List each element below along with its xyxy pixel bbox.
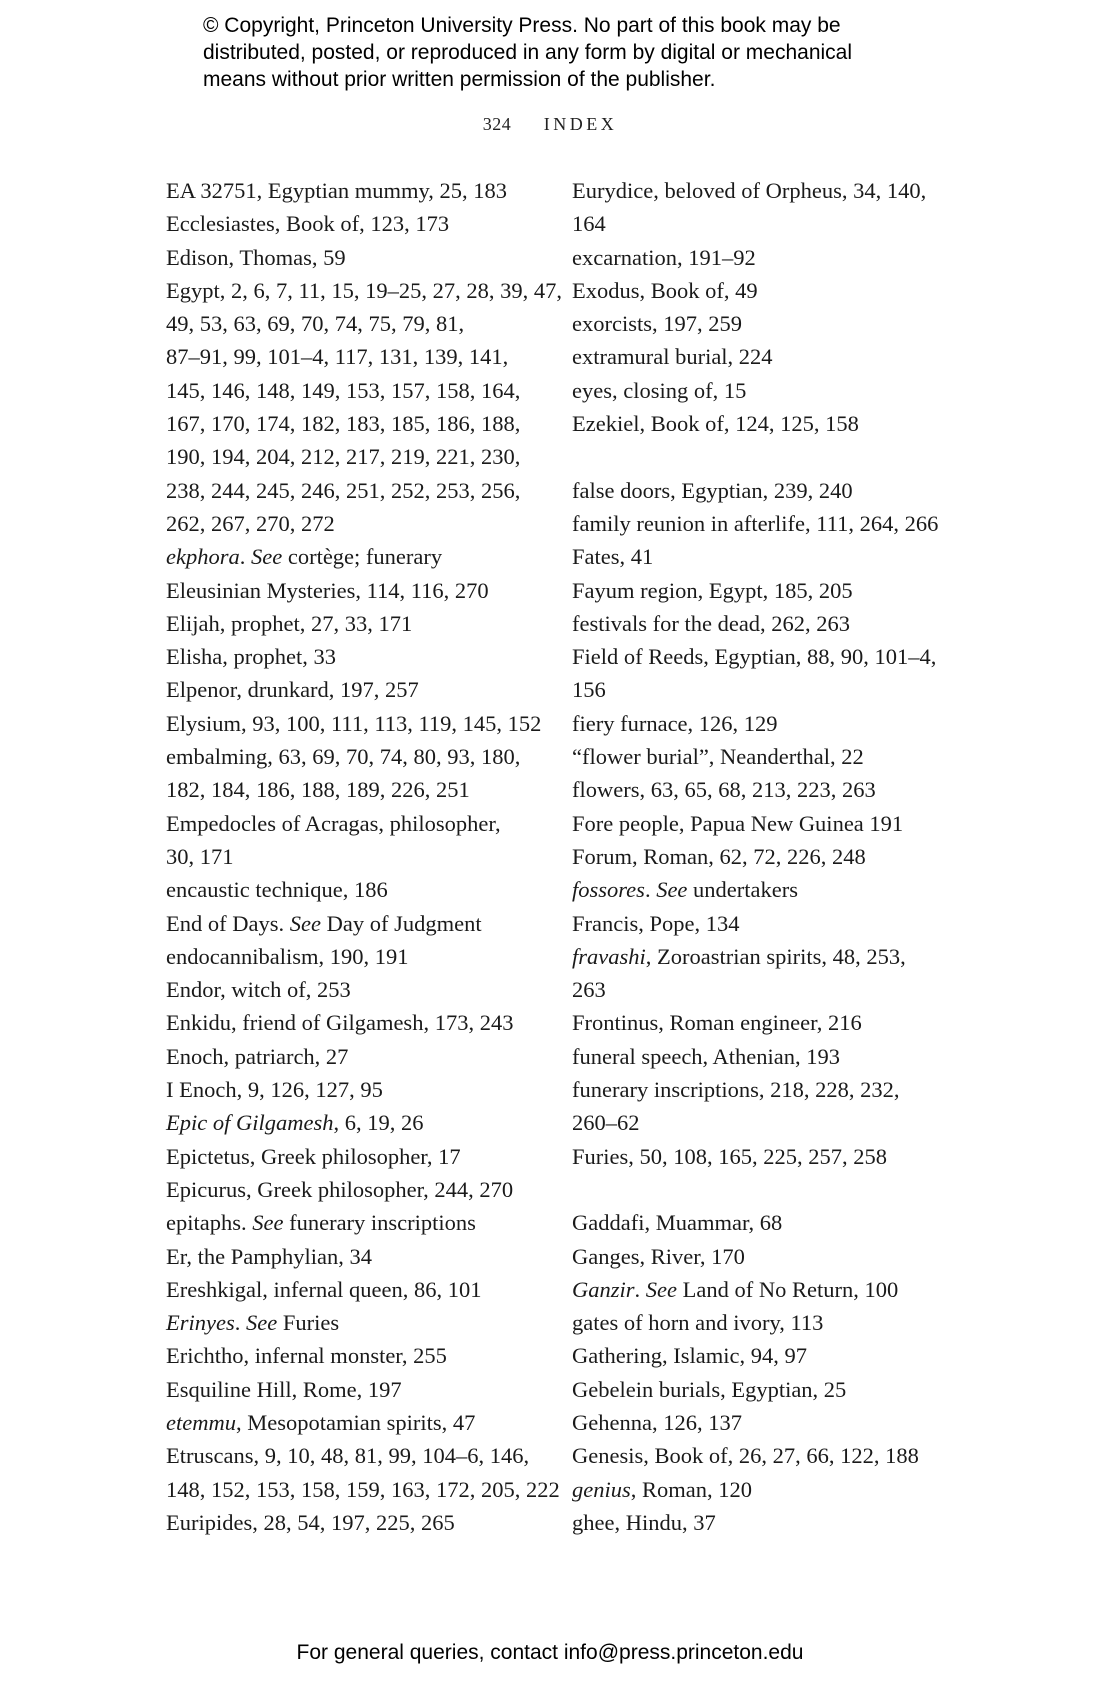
letter-group-gap: [572, 1173, 972, 1206]
entry-text: eyes, closing of, 15: [572, 377, 747, 403]
index-entry: [166, 740, 566, 807]
entry-punctuation: .: [239, 544, 251, 570]
entry-text: , 6, 19, 26: [333, 1110, 424, 1136]
see-reference: See: [645, 1276, 677, 1302]
entry-text: Gebelein burials, Egyptian, 25: [572, 1376, 847, 1402]
entry-text: flowers, 63, 65, 68, 213, 223, 263: [572, 777, 876, 803]
entry-continuation: 30, 171: [166, 843, 234, 869]
index-entry: [572, 1506, 972, 1539]
index-entry: [166, 1040, 566, 1073]
entry-text: Gaddafi, Muammar, 68: [572, 1210, 783, 1236]
index-entry: [572, 540, 972, 573]
index-entry: [166, 907, 566, 940]
entry-text: Edison, Thomas, 59: [166, 244, 346, 270]
see-reference: See: [245, 1310, 278, 1336]
entry-term-italic: Epic of Gilgamesh: [166, 1110, 334, 1136]
index-entry: [572, 274, 972, 307]
entry-text: Furies, 50, 108, 165, 225, 257, 258: [572, 1143, 887, 1169]
entry-text: family reunion in afterlife, 111, 264, 266: [572, 510, 939, 536]
copyright-notice: [203, 12, 923, 93]
entry-continuation: 164: [572, 211, 606, 237]
entry-text: Ereshkigal, infernal queen, 86, 101: [166, 1276, 482, 1302]
entry-text: Fore people, Papua New Guinea 191: [572, 810, 904, 836]
index-entry: [166, 1173, 566, 1206]
index-entry: [572, 607, 972, 640]
entry-text: funerary inscriptions, 218, 228, 232,: [572, 1077, 900, 1103]
entry-punctuation: .: [234, 1310, 246, 1336]
entry-term: epitaphs.: [166, 1210, 253, 1236]
entry-text: festivals for the dead, 262, 263: [572, 610, 851, 636]
index-entry: [166, 707, 566, 740]
entry-text: Ezekiel, Book of, 124, 125, 158: [572, 411, 859, 437]
index-entry: [572, 407, 972, 440]
entry-term-italic: Ganzir: [572, 1276, 635, 1302]
index-entry: [166, 1106, 566, 1139]
entry-text: Etruscans, 9, 10, 48, 81, 99, 104–6, 146,: [166, 1443, 530, 1469]
entry-text: cortège; funerary: [282, 544, 443, 570]
index-entry: [572, 707, 972, 740]
entry-text: Exodus, Book of, 49: [572, 277, 758, 303]
index-entry: [572, 773, 972, 806]
index-entry: [166, 973, 566, 1006]
index-entry: [572, 1339, 972, 1372]
entry-text: Forum, Roman, 62, 72, 226, 248: [572, 843, 866, 869]
see-reference: See: [250, 544, 283, 570]
entry-continuation: 260–62: [572, 1110, 640, 1136]
entry-text: Egypt, 2, 6, 7, 11, 15, 19–25, 27, 28, 39, 47,: [166, 277, 563, 303]
entry-text: Francis, Pope, 134: [572, 910, 740, 936]
entry-text: Er, the Pamphylian, 34: [166, 1243, 372, 1269]
index-entry: [166, 274, 566, 540]
index-entry: [572, 1206, 972, 1239]
entry-text: Genesis, Book of, 26, 27, 66, 122, 188: [572, 1443, 919, 1469]
entry-text: , Zoroastrian spirits, 48, 253,: [645, 943, 906, 969]
entry-text: Erichtho, infernal monster, 255: [166, 1343, 447, 1369]
entry-text: , Mesopotamian spirits, 47: [235, 1409, 476, 1435]
entry-continuation: 238, 244, 245, 246, 251, 252, 253, 256,: [166, 477, 521, 503]
index-entry: [166, 940, 566, 973]
running-head: [0, 114, 1100, 135]
entry-text: fiery furnace, 126, 129: [572, 710, 778, 736]
index-entry: [166, 1240, 566, 1273]
index-entry: [572, 574, 972, 607]
index-entry: [166, 873, 566, 906]
index-column-left: [166, 174, 566, 1539]
index-entry: [166, 1206, 566, 1239]
index-entry: [166, 673, 566, 706]
entry-term-italic: fravashi: [572, 943, 646, 969]
copyright-line: distributed, posted, or reproduced in any form by digital or mechanical: [203, 41, 853, 64]
entry-text: Eleusinian Mysteries, 114, 116, 270: [166, 577, 489, 603]
entry-text: Ecclesiastes, Book of, 123, 173: [166, 211, 450, 237]
entry-text: Epicurus, Greek philosopher, 244, 270: [166, 1176, 514, 1202]
see-reference: See: [656, 877, 688, 903]
entry-text: Endor, witch of, 253: [166, 977, 351, 1003]
entry-continuation: 182, 184, 186, 188, 189, 226, 251: [166, 777, 470, 803]
entry-text: undertakers: [687, 877, 798, 903]
index-entry: [572, 174, 972, 241]
entry-punctuation: .: [644, 877, 657, 903]
running-head-title: INDEX: [543, 114, 618, 134]
entry-text: Gathering, Islamic, 94, 97: [572, 1343, 807, 1369]
entry-text: Field of Reeds, Egyptian, 88, 90, 101–4,: [572, 644, 937, 670]
entry-text: Land of No Return, 100: [677, 1276, 899, 1302]
index-entry: [572, 474, 972, 507]
index-entry: [166, 241, 566, 274]
entry-continuation: 148, 152, 153, 158, 159, 163, 172, 205, 222: [166, 1476, 560, 1502]
see-reference: See: [252, 1210, 284, 1236]
index-entry: [166, 1273, 566, 1306]
entry-continuation: 190, 194, 204, 212, 217, 219, 221, 230,: [166, 444, 521, 470]
index-entry: [572, 1473, 972, 1506]
entry-continuation: 262, 267, 270, 272: [166, 510, 335, 536]
entry-continuation: 87–91, 99, 101–4, 117, 131, 139, 141,: [166, 344, 509, 370]
index-entry: [572, 907, 972, 940]
index-entry: [166, 607, 566, 640]
entry-term-italic: genius: [572, 1476, 631, 1502]
entry-text: funeral speech, Athenian, 193: [572, 1043, 841, 1069]
index-entry: [572, 1406, 972, 1439]
entry-continuation: 156: [572, 677, 606, 703]
entry-text: Esquiline Hill, Rome, 197: [166, 1376, 402, 1402]
entry-continuation: 145, 146, 148, 149, 153, 157, 158, 164,: [166, 377, 521, 403]
entry-text: Day of Judgment: [320, 910, 482, 936]
index-entry: [572, 807, 972, 840]
entry-text: Elisha, prophet, 33: [166, 644, 336, 670]
entry-text: I Enoch, 9, 126, 127, 95: [166, 1077, 383, 1103]
entry-text: Enoch, patriarch, 27: [166, 1043, 349, 1069]
entry-text: Furies: [277, 1310, 340, 1336]
index-entry: [572, 873, 972, 906]
entry-text: Epictetus, Greek philosopher, 17: [166, 1143, 461, 1169]
index-entry: [572, 840, 972, 873]
index-entry: [166, 640, 566, 673]
index-entry: [572, 1040, 972, 1073]
entry-text: embalming, 63, 69, 70, 74, 80, 93, 180,: [166, 744, 521, 770]
index-entry: [572, 940, 972, 1007]
index-entry: [166, 1506, 566, 1539]
index-entry: [166, 807, 566, 874]
index-entry: [572, 340, 972, 373]
index-entry: [166, 1073, 566, 1106]
index-entry: [166, 1439, 566, 1506]
entry-text: Elijah, prophet, 27, 33, 171: [166, 610, 413, 636]
entry-term-italic: Erinyes: [166, 1310, 235, 1336]
index-entry: [572, 640, 972, 707]
entry-text: extramural burial, 224: [572, 344, 773, 370]
index-entry: [166, 1373, 566, 1406]
index-entry: [572, 1439, 972, 1472]
index-entry: [572, 1140, 972, 1173]
index-entry: [572, 1306, 972, 1339]
entry-text: “flower burial”, Neanderthal, 22: [572, 744, 864, 770]
index-entry: [572, 1240, 972, 1273]
entry-text: EA 32751, Egyptian mummy, 25, 183: [166, 178, 508, 203]
entry-punctuation: .: [634, 1276, 646, 1302]
copyright-line: means without prior written permission of the publisher.: [203, 68, 716, 91]
entry-text: Euripides, 28, 54, 197, 225, 265: [166, 1509, 455, 1535]
index-entry: [572, 1073, 972, 1140]
entry-text: Elpenor, drunkard, 197, 257: [166, 677, 419, 703]
entry-text: excarnation, 191–92: [572, 244, 756, 270]
entry-text: Ganges, River, 170: [572, 1243, 745, 1269]
index-entry: [572, 374, 972, 407]
entry-text: Fayum region, Egypt, 185, 205: [572, 577, 853, 603]
index-entry: [166, 174, 566, 207]
page-number: 324: [482, 114, 512, 134]
copyright-line: © Copyright, Princeton University Press. No part of this book may be: [203, 14, 841, 37]
entry-term-italic: fossores: [572, 877, 645, 903]
entry-text: false doors, Egyptian, 239, 240: [572, 477, 853, 503]
footer-contact: For general queries, contact info@press.princeton.edu: [296, 1641, 804, 1664]
entry-text: funerary inscriptions: [283, 1210, 476, 1236]
index-entry: [166, 1140, 566, 1173]
entry-text: , Roman, 120: [630, 1476, 752, 1502]
index-entry: [166, 207, 566, 240]
entry-term: End of Days.: [166, 910, 290, 936]
index-entry: [572, 307, 972, 340]
index-entry: [572, 241, 972, 274]
entry-text: Empedocles of Acragas, philosopher,: [166, 810, 501, 836]
entry-text: exorcists, 197, 259: [572, 311, 742, 337]
entry-text: encaustic technique, 186: [166, 877, 388, 903]
entry-text: gates of horn and ivory, 113: [572, 1310, 824, 1336]
index-entry: [572, 1273, 972, 1306]
index-entry: [166, 540, 566, 573]
see-reference: See: [289, 910, 321, 936]
entry-text: Elysium, 93, 100, 111, 113, 119, 145, 152: [166, 710, 542, 736]
entry-text: Enkidu, friend of Gilgamesh, 173, 243: [166, 1010, 514, 1036]
entry-text: endocannibalism, 190, 191: [166, 943, 409, 969]
index-entry: [572, 1373, 972, 1406]
entry-text: ghee, Hindu, 37: [572, 1509, 716, 1535]
index-entry: [166, 574, 566, 607]
entry-text: Frontinus, Roman engineer, 216: [572, 1010, 862, 1036]
index-entry: [166, 1406, 566, 1439]
entry-term-italic: etemmu: [166, 1409, 236, 1435]
index-entry: [166, 1339, 566, 1372]
entry-term-italic: ekphora: [166, 544, 240, 570]
entry-continuation: 49, 53, 63, 69, 70, 74, 75, 79, 81,: [166, 311, 465, 337]
index-entry: [572, 740, 972, 773]
entry-text: Gehenna, 126, 137: [572, 1409, 742, 1435]
entry-continuation: 167, 170, 174, 182, 183, 185, 186, 188,: [166, 411, 521, 437]
index-column-right: [572, 174, 972, 1539]
index-entry: [572, 1006, 972, 1039]
entry-continuation: 263: [572, 977, 606, 1003]
index-entry: [166, 1306, 566, 1339]
index-entry: [572, 507, 972, 540]
letter-group-gap: [572, 440, 972, 473]
index-entry: [166, 1006, 566, 1039]
entry-text: Fates, 41: [572, 544, 654, 570]
entry-text: Eurydice, beloved of Orpheus, 34, 140,: [572, 178, 927, 203]
